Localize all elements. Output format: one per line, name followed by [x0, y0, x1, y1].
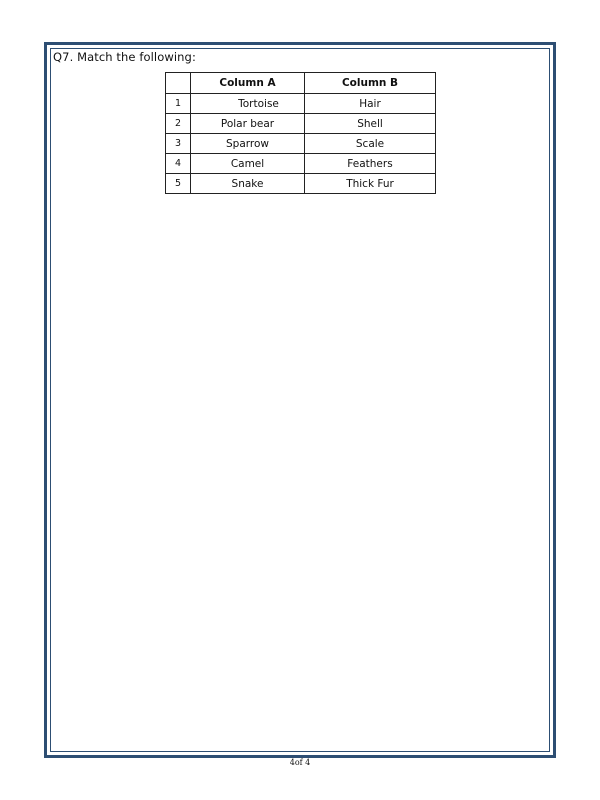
table-row	[166, 174, 436, 194]
header-column-b: Column B	[305, 73, 436, 94]
table-row	[166, 134, 436, 154]
table-row	[166, 94, 436, 114]
table-row	[166, 114, 436, 134]
column-b-cell: Shell	[305, 114, 436, 134]
column-a-cell: Tortoise	[191, 94, 305, 114]
question-label: Q7. Match the following:	[53, 50, 196, 64]
column-b-cell: Feathers	[305, 154, 436, 174]
column-a-cell: Camel	[191, 154, 305, 174]
row-number: 1	[166, 94, 191, 114]
match-table	[165, 72, 436, 194]
column-a-cell: Sparrow	[191, 134, 305, 154]
table-header-row	[166, 73, 436, 94]
column-b-cell: Thick Fur	[305, 174, 436, 194]
column-a-cell: Snake	[191, 174, 305, 194]
row-number: 5	[166, 174, 191, 194]
column-b-cell: Scale	[305, 134, 436, 154]
header-column-a: Column A	[191, 73, 305, 94]
row-number: 4	[166, 154, 191, 174]
page-number: 4of 4	[289, 758, 311, 767]
row-number: 3	[166, 134, 191, 154]
header-number	[166, 73, 191, 94]
table-row	[166, 154, 436, 174]
column-a-cell: Polar bear	[191, 114, 305, 134]
row-number: 2	[166, 114, 191, 134]
column-b-cell: Hair	[305, 94, 436, 114]
